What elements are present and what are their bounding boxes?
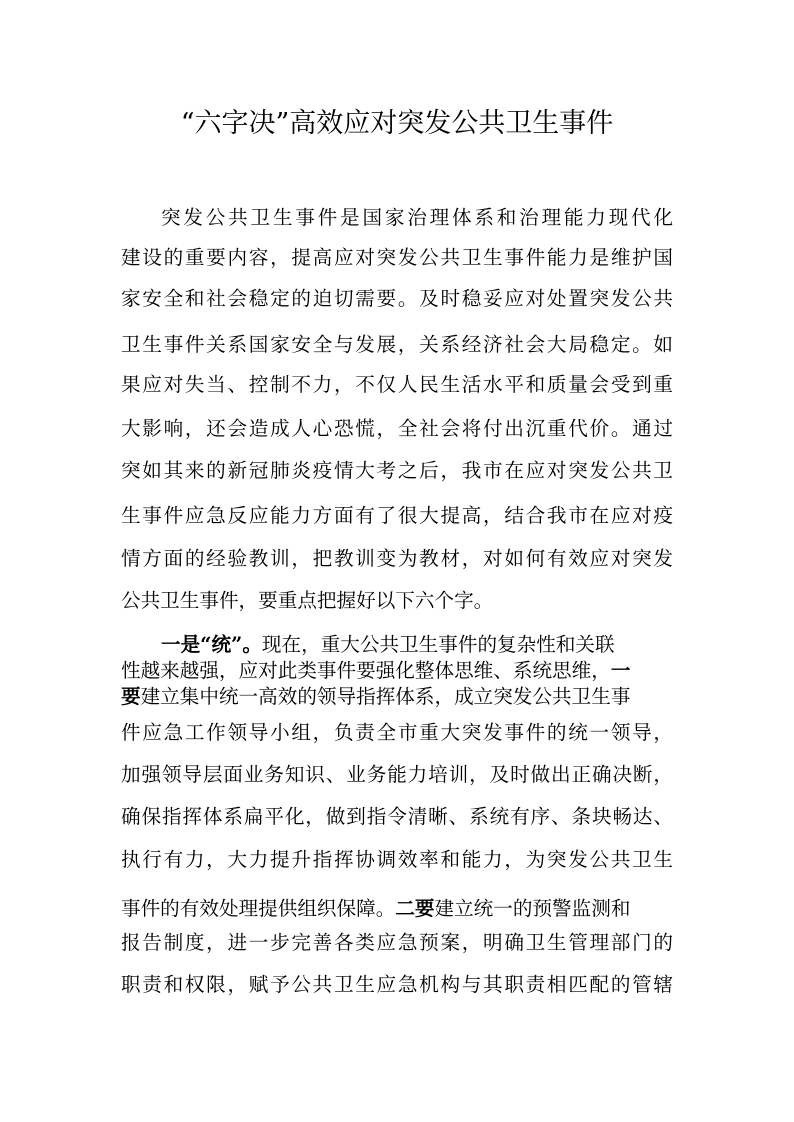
section1-line-8: [121, 894, 673, 924]
section1-text: 性越来越强，应对此类事件要强化整体思维、系统思维，: [121, 659, 611, 682]
intro-line: 生事件应急反应能力方面有了很大提高，结合我市在应对疫: [121, 504, 673, 527]
intro-line: 公共卫生事件，要重点把握好以下六个字。: [121, 589, 494, 612]
marker-two: 二要: [395, 897, 435, 920]
intro-line: 突如其来的新冠肺炎疫情大考之后，我市在应对突发公共卫: [121, 459, 673, 482]
section1-line-4: 件应急工作领导小组，负责全市重大突发事件的统一领导，: [121, 721, 673, 744]
section1-heading: 一是“统”。: [161, 633, 262, 656]
intro-line: 家安全和社会稳定的迫切需要。及时稳妥应对处置突发公共: [121, 287, 673, 310]
section1-line-3: [121, 682, 673, 712]
section1-text: 建立集中统一高效的领导指挥体系，成立突发公共卫生事: [140, 685, 631, 708]
intro-line: 大影响，还会造成人心恐慌，全社会将付出沉重代价。通过: [121, 417, 673, 440]
section1-line-6: 确保指挥体系扁平化，做到指令清晰、系统有序、条块畅达、: [121, 805, 673, 828]
marker-one: 一: [610, 659, 631, 682]
marker-one: 要: [121, 685, 141, 708]
intro-line: 建设的重要内容，提高应对突发公共卫生事件能力是维护国: [121, 246, 673, 269]
section1-line-10: 职责和权限，赋予公共卫生应急机构与其职责相匹配的管辖: [121, 973, 673, 996]
section1-line-5: 加强领导层面业务知识、业务能力培训，及时做出正确决断，: [121, 763, 673, 786]
section1-line-9: 报告制度，进一步完善各类应急预案，明确卫生管理部门的: [121, 931, 673, 954]
intro-line: 突发公共卫生事件是国家治理体系和治理能力现代化: [161, 206, 673, 229]
intro-line: 果应对失当、控制不力，不仅人民生活水平和质量会受到重: [121, 373, 673, 396]
document-title: “六字决”高效应对突发公共卫生事件: [180, 108, 614, 139]
intro-line: 卫生事件关系国家安全与发展，关系经济社会大局稳定。如: [121, 333, 673, 356]
section1-line-7: 执行有力，大力提升指挥协调效率和能力，为突发公共卫生: [121, 848, 673, 871]
intro-line: 情方面的经验教训，把教训变为教材，对如何有效应对突发: [121, 547, 673, 570]
section1-text: 现在，重大公共卫生事件的复杂性和关联: [261, 633, 615, 656]
section1-text: 事件的有效处理提供组织保障。: [121, 897, 396, 920]
section1-text: 建立统一的预警监测和: [434, 897, 631, 920]
